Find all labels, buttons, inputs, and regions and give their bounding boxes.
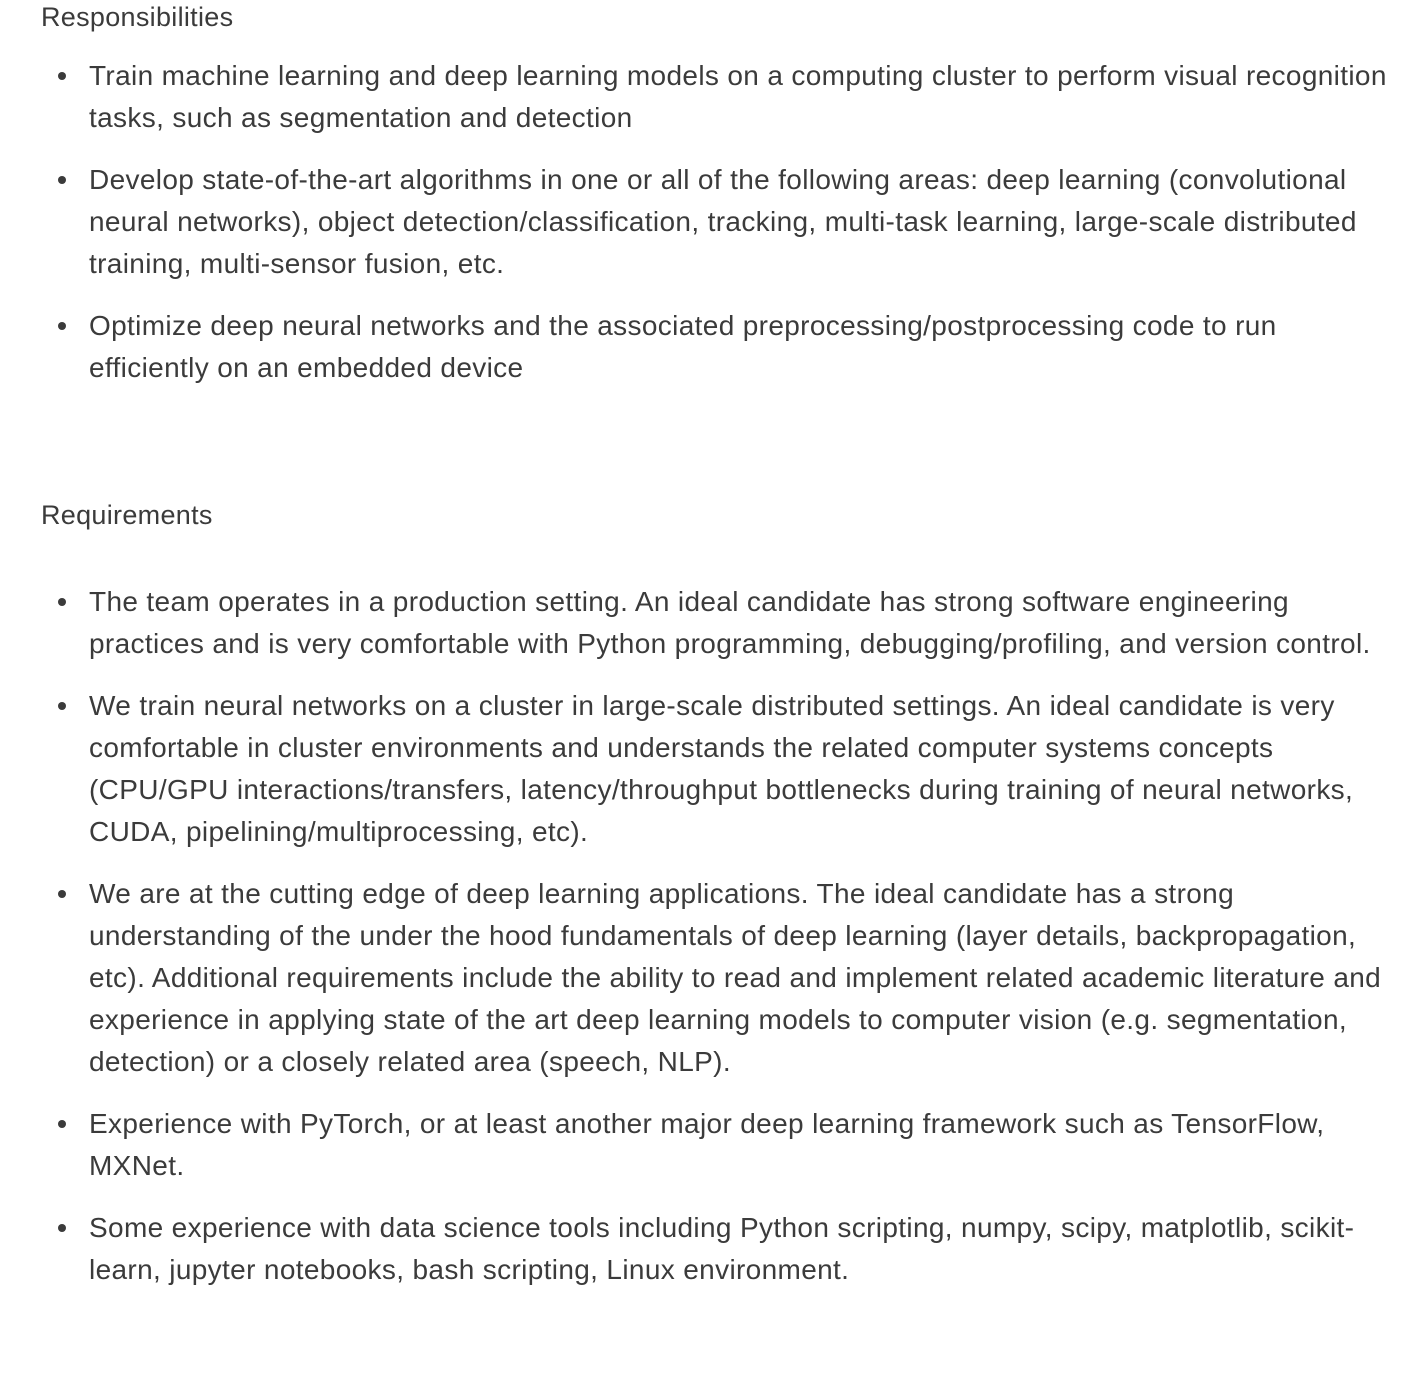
bullet-icon [58, 72, 66, 80]
list-item [0, 159, 1424, 285]
bullet-icon [58, 702, 66, 710]
bullet-icon [58, 598, 66, 606]
responsibilities-list [0, 55, 1424, 409]
list-item-text: Optimize deep neural networks and the associated preprocessing/postprocessing code to run efficiently on an embedded device [89, 310, 1277, 383]
bullet-icon [58, 1224, 66, 1232]
list-item [0, 1207, 1424, 1291]
list-item [0, 685, 1424, 853]
responsibilities-heading: Responsibilities [41, 2, 234, 32]
list-item-text: The team operates in a production setting. An ideal candidate has strong software engineering practices and is very comfortable with Python programming, debugging/profiling, and version control. [89, 586, 1371, 659]
list-item-text: We are at the cutting edge of deep learning applications. The ideal candidate has a strong understanding of the under the hood fundamentals of deep learning (layer details, backpropagation, etc). Additional requirements include the ability to read and implement related academic literature and experience in applying state of the art deep learning models to computer vision (e.g. segmentation, detection) or a closely related area (speech, NLP). [89, 878, 1382, 1077]
list-item-text: Develop state-of-the-art algorithms in one or all of the following areas: deep learning (convolutional neural networks), object detection/classification, tracking, multi-task learning, large-scale distributed training, multi-sensor fusion, etc. [89, 164, 1357, 279]
list-item-text: We train neural networks on a cluster in large-scale distributed settings. An ideal candidate is very comfortable in cluster environments and understands the related computer systems concepts (CPU/GPU interactions/transfers, latency/throughput bottlenecks during training of neural networks, CUDA, pipelining/multiprocessing, etc). [89, 690, 1354, 847]
list-item [0, 55, 1424, 139]
list-item-text: Experience with PyTorch, or at least another major deep learning framework such as TensorFlow, MXNet. [89, 1108, 1325, 1181]
list-item-text: Train machine learning and deep learning models on a computing cluster to perform visual recognition tasks, such as segmentation and detection [89, 60, 1387, 133]
bullet-icon [58, 1120, 66, 1128]
list-item [0, 873, 1424, 1083]
list-item [0, 581, 1424, 665]
bullet-icon [58, 176, 66, 184]
list-item [0, 1103, 1424, 1187]
bullet-icon [58, 890, 66, 898]
list-item-text: Some experience with data science tools including Python scripting, numpy, scipy, matplotlib, scikit-learn, jupyter notebooks, bash scripting, Linux environment. [89, 1212, 1355, 1285]
bullet-icon [58, 322, 66, 330]
requirements-list [0, 581, 1424, 1311]
list-item [0, 305, 1424, 389]
requirements-heading: Requirements [41, 500, 213, 530]
